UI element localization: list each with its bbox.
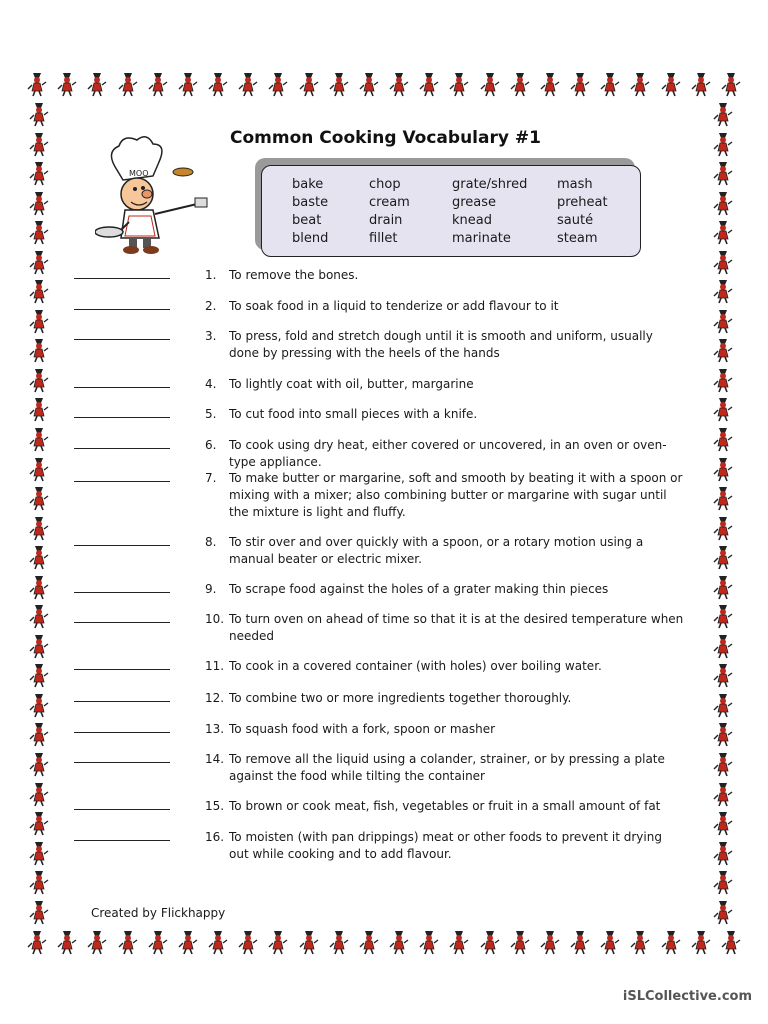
chef-border-icon [712,514,734,542]
chef-border-icon [712,277,734,305]
chef-border-icon [448,70,470,98]
chef-border-icon [712,189,734,217]
chef-border-icon [267,70,289,98]
chef-border-icon [28,691,50,719]
item-number: 1. [205,268,217,282]
chef-border-icon [712,868,734,896]
chef-border-icon [28,395,50,423]
border-left [28,100,58,926]
item-definition: To make butter or margarine, soft and smooth by beating it with a spoon or mixing with a mixer; also combining butter or margarine with sugar until the mixture is light and fluffy. [229,471,683,519]
item-number: 13. [205,722,225,736]
item-definition: To turn oven on ahead of time so that it is at the desired temperature when needed [229,612,684,643]
word-bank-word: blend [292,231,329,246]
answer-blank[interactable] [74,417,170,418]
chef-border-icon [28,868,50,896]
chef-border-icon [599,70,621,98]
item-number: 6. [205,438,217,452]
chef-border-icon [28,632,50,660]
word-bank-word: grate/shred [452,177,528,192]
answer-blank[interactable] [74,481,170,482]
item-number: 9. [205,582,217,596]
credit-line: Created by Flickhappy [91,906,226,920]
chef-border-icon [28,189,50,217]
item-definition: To remove the bones. [229,268,359,282]
chef-border-icon [712,455,734,483]
word-bank-word: drain [369,213,403,228]
chef-border-icon [28,809,50,837]
answer-blank[interactable] [74,762,170,763]
item-definition: To squash food with a fork, spoon or masher [229,722,496,736]
answer-blank[interactable] [74,309,170,310]
item-number: 16. [205,830,225,844]
chef-border-icon [388,70,410,98]
chef-border-icon [712,632,734,660]
item-definition: To brown or cook meat, fish, vegetables or fruit in a small amount of fat [229,799,661,813]
word-bank-word: grease [452,195,497,210]
chef-border-icon [28,839,50,867]
chef-border-icon [660,70,682,98]
chef-border-icon [86,928,108,956]
item-definition: To remove all the liquid using a colander, strainer, or by pressing a plate against the food while tilting the container [229,752,665,783]
item-number: 15. [205,799,225,813]
chef-border-icon [660,928,682,956]
chef-border-icon [712,425,734,453]
chef-border-icon [28,277,50,305]
chef-border-icon [388,928,410,956]
chef-border-icon [712,543,734,571]
word-bank-word: marinate [452,231,511,246]
chef-border-icon [237,70,259,98]
answer-blank[interactable] [74,387,170,388]
word-bank-word: fillet [369,231,398,246]
chef-border-icon [358,70,380,98]
chef-border-icon [509,70,531,98]
chef-border-icon [712,218,734,246]
answer-blank[interactable] [74,592,170,593]
chef-border-icon [712,307,734,335]
chef-border-icon [712,691,734,719]
border-bottom [26,928,742,958]
answer-blank[interactable] [74,622,170,623]
chef-border-icon [712,484,734,512]
chef-border-icon [28,130,50,158]
chef-border-icon [117,928,139,956]
chef-border-icon [712,720,734,748]
item-definition: To stir over and over quickly with a spoon, or a rotary motion using a manual beater or electric mixer. [229,535,644,566]
chef-border-icon [418,70,440,98]
chef-border-icon [28,720,50,748]
chef-border-icon [712,100,734,128]
chef-border-icon [712,780,734,808]
chef-border-icon [117,70,139,98]
word-bank-word: baste [292,195,329,210]
item-number: 4. [205,377,217,391]
chef-border-icon [690,928,712,956]
item-definition: To press, fold and stretch dough until it is smooth and uniform, usually done by pressing with the heels of the hands [229,329,653,360]
chef-border-icon [28,780,50,808]
item-definition: To scrape food against the holes of a grater making thin pieces [229,582,609,596]
chef-border-icon [479,70,501,98]
chef-border-icon [509,928,531,956]
chef-border-icon [177,928,199,956]
word-bank-word: knead [452,213,492,228]
chef-border-icon [599,928,621,956]
word-bank-word: mash [557,177,593,192]
chef-border-icon [177,70,199,98]
word-bank-grid [292,176,637,248]
item-number: 7. [205,471,217,485]
chef-border-icon [479,928,501,956]
chef-hat-label: MOO [129,169,149,178]
item-number: 14. [205,752,225,766]
item-definition: To combine two or more ingredients together thoroughly. [229,691,572,705]
chef-border-icon [28,455,50,483]
chef-border-icon [690,70,712,98]
chef-border-icon [712,336,734,364]
item-number: 10. [205,612,225,626]
watermark: iSLCollective.com [622,989,752,1004]
item-number: 5. [205,407,217,421]
border-top [26,70,742,100]
word-bank-word: preheat [557,195,608,210]
chef-border-icon [56,928,78,956]
chef-border-icon [267,928,289,956]
chef-border-icon [28,248,50,276]
chef-border-icon [28,218,50,246]
chef-border-icon [712,898,734,926]
chef-border-icon [712,602,734,630]
chef-border-icon [629,70,651,98]
chef-border-icon [539,928,561,956]
answer-blank[interactable] [74,448,170,449]
chef-border-icon [712,395,734,423]
chef-border-icon [26,928,48,956]
chef-border-icon [28,602,50,630]
chef-border-icon [712,809,734,837]
item-number: 8. [205,535,217,549]
item-number: 12. [205,691,225,705]
chef-border-icon [147,928,169,956]
chef-border-icon [298,70,320,98]
answer-blank[interactable] [74,840,170,841]
chef-border-icon [28,484,50,512]
answer-blank[interactable] [74,701,170,702]
item-definition: To cook in a covered container (with holes) over boiling water. [229,659,602,673]
answer-blank[interactable] [74,339,170,340]
word-bank-word: chop [369,177,401,192]
chef-illustration [95,132,215,257]
chef-border-icon [28,543,50,571]
chef-border-icon [28,336,50,364]
chef-border-icon [56,70,78,98]
word-bank-word: beat [292,213,322,228]
chef-border-icon [207,70,229,98]
chef-border-icon [28,898,50,926]
item-definition: To cut food into small pieces with a knife. [229,407,478,421]
word-bank-word: cream [369,195,410,210]
chef-border-icon [86,70,108,98]
item-number: 11. [205,659,225,673]
chef-border-icon [569,928,591,956]
answer-blank[interactable] [74,669,170,670]
chef-border-icon [28,514,50,542]
chef-border-icon [28,425,50,453]
chef-border-icon [328,70,350,98]
chef-border-icon [712,248,734,276]
border-right [712,100,742,926]
chef-border-icon [298,928,320,956]
chef-border-icon [207,928,229,956]
chef-border-icon [720,928,742,956]
chef-border-icon [28,573,50,601]
chef-border-icon [328,928,350,956]
answer-blank[interactable] [74,545,170,546]
chef-border-icon [712,573,734,601]
chef-border-icon [629,928,651,956]
chef-border-icon [720,70,742,98]
chef-border-icon [28,366,50,394]
chef-border-icon [28,159,50,187]
answer-blank[interactable] [74,809,170,810]
item-number: 2. [205,299,217,313]
word-bank-word: sauté [557,213,594,228]
chef-border-icon [28,661,50,689]
chef-border-icon [28,750,50,778]
item-definition: To lightly coat with oil, butter, margarine [229,377,474,391]
chef-border-icon [26,70,48,98]
answer-blank[interactable] [74,278,170,279]
chef-border-icon [358,928,380,956]
chef-border-icon [712,159,734,187]
item-definition: To cook using dry heat, either covered or uncovered, in an oven or oven-type appliance. [229,438,667,469]
chef-border-icon [712,839,734,867]
chef-border-icon [237,928,259,956]
chef-border-icon [539,70,561,98]
chef-border-icon [448,928,470,956]
chef-border-icon [418,928,440,956]
word-bank [261,165,641,257]
item-definition: To moisten (with pan drippings) meat or other foods to prevent it drying out while cooking and to add flavour. [229,830,662,861]
item-number: 3. [205,329,217,343]
chef-border-icon [28,307,50,335]
word-bank-word: steam [557,231,598,246]
answer-blank[interactable] [74,732,170,733]
item-definition: To soak food in a liquid to tenderize or add flavour to it [229,299,559,313]
chef-border-icon [28,100,50,128]
chef-border-icon [712,750,734,778]
chef-border-icon [569,70,591,98]
chef-border-icon [712,661,734,689]
word-bank-word: bake [292,177,324,192]
page-title: Common Cooking Vocabulary #1 [230,128,541,148]
chef-border-icon [147,70,169,98]
chef-border-icon [712,366,734,394]
chef-border-icon [712,130,734,158]
